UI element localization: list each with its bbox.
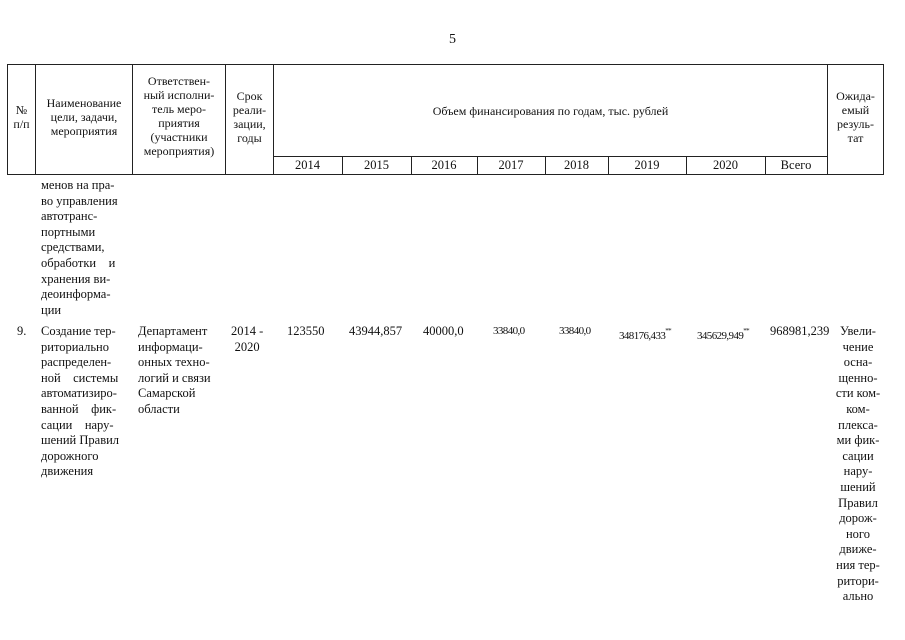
row9-value-2019: 348176,433** bbox=[619, 327, 672, 342]
footnote-mark: ** bbox=[665, 327, 672, 335]
row9-value-2016: 40000,0 bbox=[423, 324, 464, 338]
year-2018: 2018 bbox=[564, 158, 589, 172]
row9-value-2015: 43944,857 bbox=[349, 324, 403, 338]
header-result: Ожида- емый резуль- тат bbox=[836, 89, 875, 145]
row9-term: 2014 - 2020 bbox=[231, 324, 264, 354]
footnote-mark: ** bbox=[743, 327, 750, 335]
header-name: Наименование цели, задачи, мероприятия bbox=[46, 96, 122, 138]
row9-value-2014: 123550 bbox=[287, 324, 325, 338]
header-term: Срок реали- зации, годы bbox=[232, 89, 267, 145]
year-2017: 2017 bbox=[498, 158, 524, 172]
row9-value-2017: 33840,0 bbox=[493, 325, 525, 337]
year-2014: 2014 bbox=[295, 158, 320, 172]
header-funding: Объем финансирования по годам, тыс. рублей bbox=[432, 104, 669, 118]
row9-responsible: Департамент информаци- онных техно- логий и связи Самарской области bbox=[138, 324, 211, 416]
row9-result: Увели- чение осна- щенно- сти ком- ком- плекса- ми фик- сации нару- шений Правил дорож- ного движе- ния тер- ритори- ально bbox=[835, 324, 881, 604]
year-2015: 2015 bbox=[364, 158, 389, 172]
row9-value-total: 968981,239 bbox=[770, 324, 830, 338]
row9-name: Создание тер- риториально распределен- ной системы автоматизиро- ванной фик- сации нару- шений Правил дорожного движения bbox=[41, 324, 120, 479]
header-responsible: Ответствен- ный исполни- тель меро- приятия (участники мероприятия) bbox=[143, 74, 215, 158]
row9-number: 9. bbox=[17, 324, 27, 338]
row9-value-2018: 33840,0 bbox=[559, 325, 591, 337]
year-2019: 2019 bbox=[634, 158, 660, 172]
year-2020: 2020 bbox=[713, 158, 738, 172]
year-2016: 2016 bbox=[431, 158, 457, 172]
header-number: № п/п bbox=[13, 103, 30, 131]
continued-row-name: менов на пра- во управления автотранс- портными средствами, обработки и хранения ви- деоинформа- ции bbox=[41, 178, 118, 317]
year-total: Всего bbox=[780, 158, 812, 172]
page-number: 5 bbox=[449, 32, 456, 47]
row9-value-2020: 345629,949** bbox=[697, 327, 750, 342]
